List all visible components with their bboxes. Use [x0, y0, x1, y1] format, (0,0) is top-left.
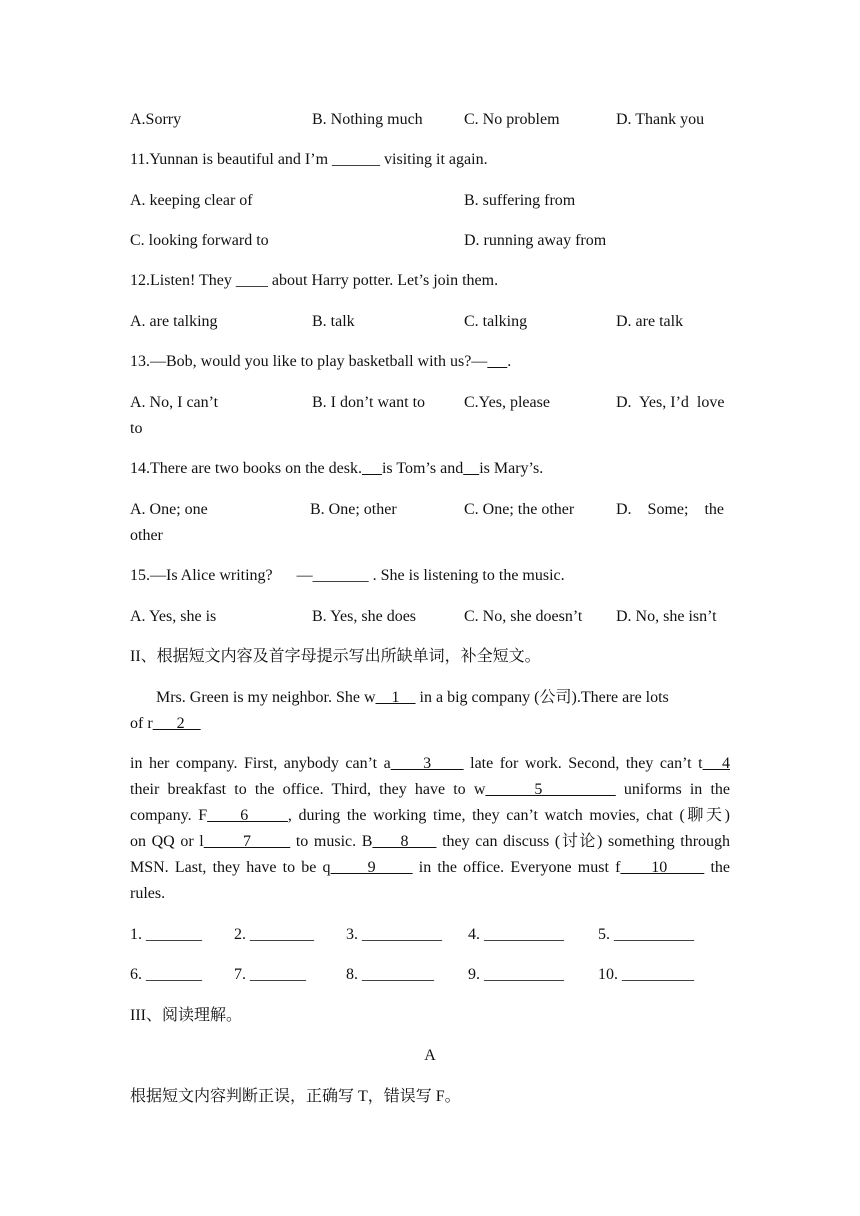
q15-stem: 15.—Is Alice writing? —_______ . She is listening to the music.: [130, 567, 565, 584]
q13-option-d-wrap: to: [130, 420, 143, 437]
blank-2: 2: [152, 715, 201, 732]
answer-1: 1. _______: [130, 926, 202, 943]
q11-option-b: B. suffering from: [464, 192, 576, 209]
blank-3: 3: [390, 755, 464, 772]
section-3-instruction: 根据短文内容判断正误，正确写 T，错误写 F。: [130, 1088, 461, 1105]
answer-6: 6. _______: [130, 966, 202, 983]
section-3-title: III、阅读理解。: [130, 1007, 242, 1024]
q13-option-b: B. I don’t want to: [312, 394, 426, 411]
passage-line-5: company. F 6 , during the working time, they can’t watch movies, chat (聊天): [130, 807, 730, 824]
q11-option-a: A. keeping clear of: [130, 192, 253, 209]
blank-1: 1: [375, 689, 416, 706]
q13-option-c: C.Yes, please: [464, 394, 550, 411]
passage-line-1: Mrs. Green is my neighbor. She w 1 in a big company (公司).There are lots: [156, 689, 669, 706]
blank-8: 8: [372, 833, 437, 850]
q15-option-b: B. Yes, she does: [312, 608, 417, 625]
blank-7: 7: [203, 833, 291, 850]
q14-blank-1: [362, 460, 382, 477]
q10-option-c: C. No problem: [464, 111, 560, 128]
q12-option-c: C. talking: [464, 313, 528, 330]
passage-label: A: [424, 1047, 436, 1064]
q11-stem: 11.Yunnan is beautiful and I’m ______ visiting it again.: [130, 151, 488, 168]
q10-option-a: A.Sorry: [130, 111, 182, 128]
q10-option-b: B. Nothing much: [312, 111, 423, 128]
answer-4: 4. __________: [468, 926, 564, 943]
answer-2: 2. ________: [234, 926, 314, 943]
answer-7: 7. _______: [234, 966, 306, 983]
blank-9: 9: [330, 859, 413, 876]
q13-option-a: A. No, I can’t: [130, 394, 219, 411]
answer-9: 9. __________: [468, 966, 564, 983]
passage-line-6: on QQ or l 7 to music. B 8 they can discuss (讨论) something through: [130, 833, 731, 850]
q13-stem: 13.—Bob, would you like to play basketball with us?— .: [130, 353, 512, 370]
q11-option-d: D. running away from: [464, 232, 607, 249]
q14-option-d-wrap: other: [130, 527, 163, 544]
q15-option-d: D. No, she isn’t: [616, 608, 717, 625]
q12-option-a: A. are talking: [130, 313, 218, 330]
q13-blank: [487, 353, 507, 370]
passage-line-3: in her company. First, anybody can’t a 3 late for work. Second, they can’t t 4: [130, 755, 731, 772]
q13-option-d: D. Yes, I’d love: [616, 394, 725, 411]
q14-blank-2: [463, 460, 479, 477]
q14-option-a: A. One; one: [130, 501, 208, 518]
blank-5: 5: [485, 781, 616, 798]
q14-option-b: B. One; other: [310, 501, 397, 518]
q15-option-c: C. No, she doesn’t: [464, 608, 583, 625]
answer-8: 8. _________: [346, 966, 434, 983]
passage-line-4: their breakfast to the office. Third, they have to w 5 uniforms in the: [130, 781, 731, 798]
passage-line-8: rules.: [130, 885, 166, 902]
answer-10: 10. _________: [598, 966, 694, 983]
blank-4: 4: [702, 755, 731, 772]
section-2-title: II、根据短文内容及首字母提示写出所缺单词，补全短文。: [130, 648, 541, 665]
answer-3: 3. __________: [346, 926, 442, 943]
q12-stem: 12.Listen! They ____ about Harry potter. Let’s join them.: [130, 272, 499, 289]
passage-line-2: of r 2: [130, 715, 201, 732]
q12-option-b: B. talk: [312, 313, 355, 330]
q10-option-d: D. Thank you: [616, 111, 705, 128]
q12-option-d: D. are talk: [616, 313, 684, 330]
q14-option-d: D. Some; the: [616, 501, 724, 518]
answer-5: 5. __________: [598, 926, 694, 943]
blank-10: 10: [620, 859, 705, 876]
q15-option-a: A. Yes, she is: [130, 608, 217, 625]
blank-6: 6: [207, 807, 288, 824]
q14-option-c: C. One; the other: [464, 501, 575, 518]
q11-option-c: C. looking forward to: [130, 232, 269, 249]
passage-line-7: MSN. Last, they have to be q 9 in the office. Everyone must f 10 the: [130, 859, 731, 876]
q14-stem: 14.There are two books on the desk. is Tom’s and is Mary’s.: [130, 460, 544, 477]
